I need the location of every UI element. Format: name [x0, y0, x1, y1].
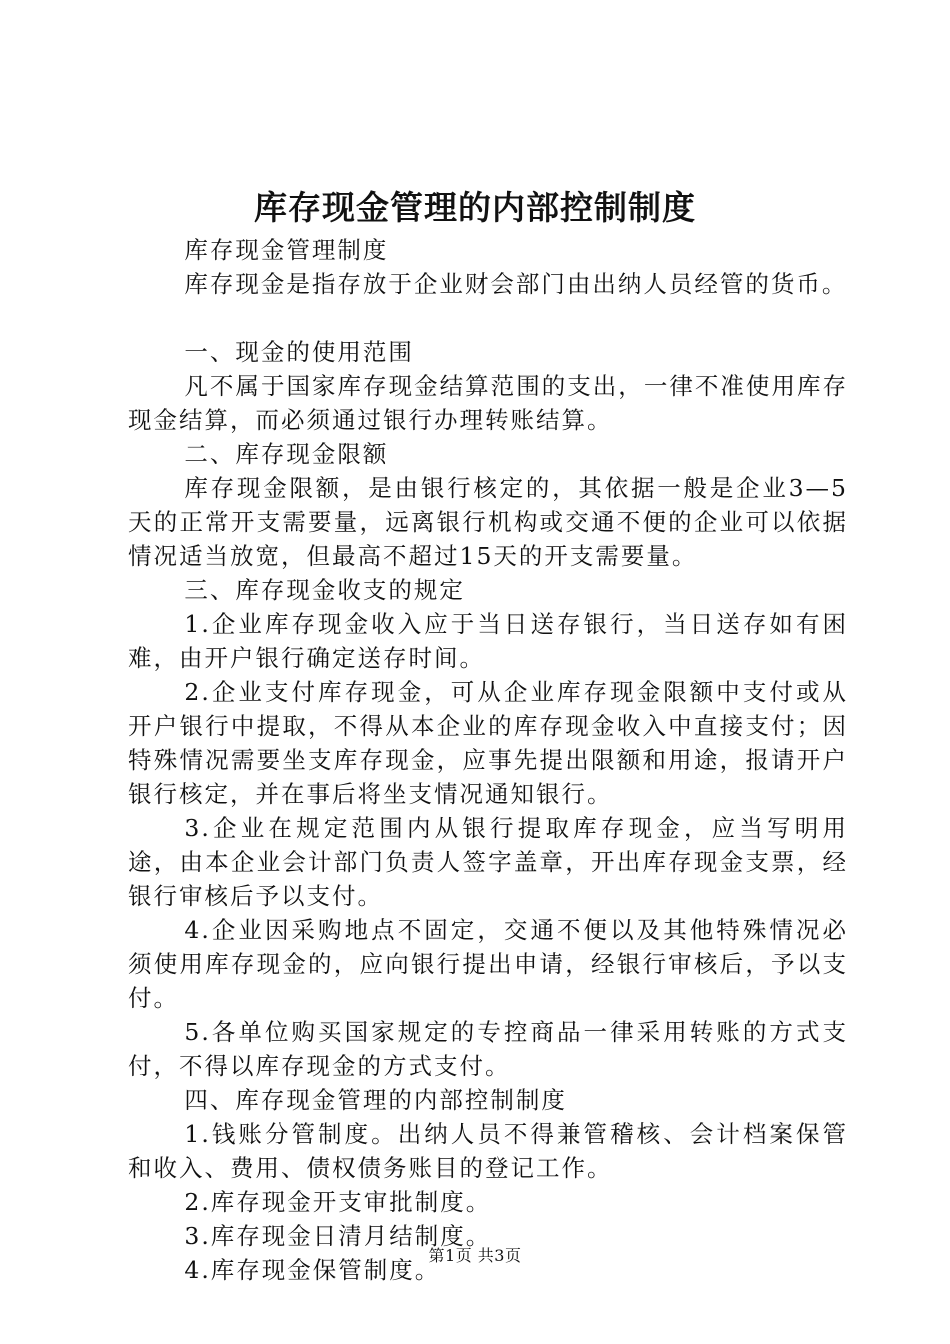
- list-item: 2.企业支付库存现金，可从企业库存现金限额中支付或从开户银行中提取，不得从本企业的库存现金收入中直接支付；因特殊情况需要坐支库存现金，应事先提出限额和用途，报请开户银行核定，并在事后将坐支情况通知银行。: [128, 678, 848, 808]
- paragraph-subtitle: 库存现金管理制度: [184, 236, 389, 264]
- paragraph: 库存现金限额，是由银行核定的，其依据一般是企业3—5天的正常开支需要量，远离银行机构或交通不便的企业可以依据情况适当放宽，但最高不超过15天的开支需要量。: [128, 474, 848, 570]
- list-item: 1.企业库存现金收入应于当日送存银行，当日送存如有困难，由开户银行确定送存时间。: [128, 610, 848, 672]
- paragraph-definition: 库存现金是指存放于企业财会部门由出纳人员经管的货币。: [184, 270, 848, 298]
- page-footer: 第1页 共3页: [428, 1246, 522, 1265]
- list-item: 3.企业在规定范围内从银行提取库存现金，应当写明用途，由本企业会计部门负责人签字盖章，开出库存现金支票，经银行审核后予以支付。: [128, 814, 848, 910]
- list-item: 5.各单位购买国家规定的专控商品一律采用转账的方式支付，不得以库存现金的方式支付。: [128, 1018, 848, 1080]
- section-heading-1: 一、现金的使用范围: [184, 338, 414, 366]
- section-heading-4: 四、库存现金管理的内部控制制度: [184, 1086, 567, 1114]
- section-heading-3: 三、库存现金收支的规定: [184, 576, 465, 604]
- document-title: 库存现金管理的内部控制制度: [254, 188, 696, 227]
- list-item: 4.企业因采购地点不固定，交通不便以及其他特殊情况必须使用库存现金的，应向银行提出申请，经银行审核后，予以支付。: [128, 916, 848, 1012]
- list-item: 2.库存现金开支审批制度。: [184, 1188, 492, 1216]
- list-item: 3.库存现金日清月结制度。: [184, 1222, 492, 1250]
- list-item: 1.钱账分管制度。出纳人员不得兼管稽核、会计档案保管和收入、费用、债权债务账目的登记工作。: [128, 1120, 848, 1182]
- section-heading-2: 二、库存现金限额: [184, 440, 389, 468]
- list-item: 4.库存现金保管制度。: [184, 1256, 441, 1284]
- document-body: [128, 233, 848, 1287]
- blank-line: [128, 301, 848, 335]
- paragraph: 凡不属于国家库存现金结算范围的支出，一律不准使用库存现金结算，而必须通过银行办理转账结算。: [128, 372, 848, 434]
